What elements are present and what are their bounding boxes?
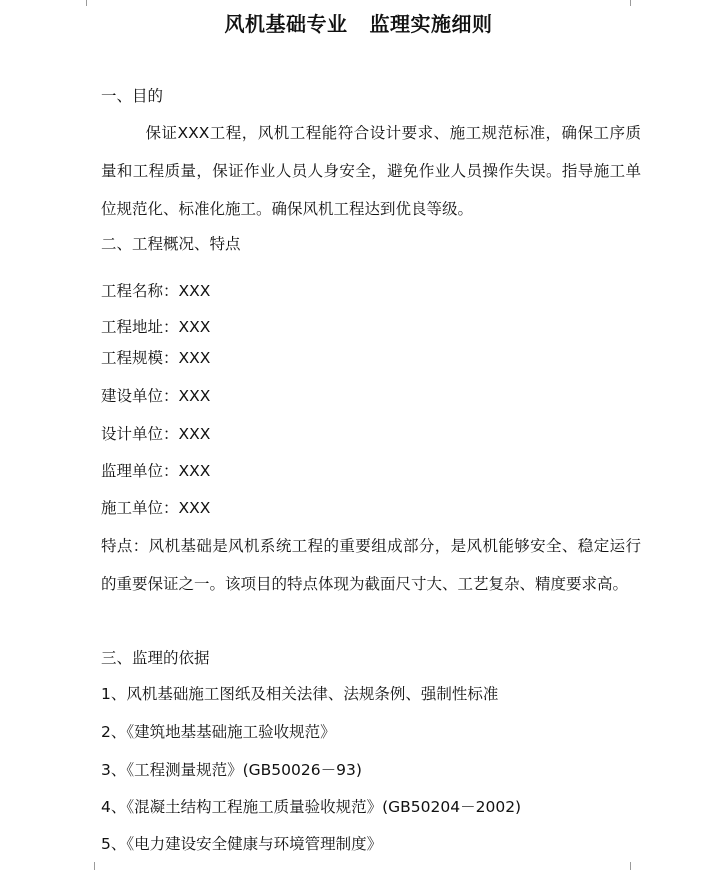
margin-mark-bottom-left: [80, 862, 95, 870]
features-paragraph: 特点：风机基础是风机系统工程的重要组成部分，是风机能够安全、稳定运行的重要保证之一。该项目的特点体现为截面尺寸大、工艺复杂、精度要求高。: [101, 537, 641, 593]
section-2-heading: 二、工程概况、特点: [101, 235, 241, 253]
basis-item-1: 1、风机基础施工图纸及相关法律、法规条例、强制性标准: [101, 685, 499, 703]
section-1-paragraph-text: 保证XXX工程，风机工程能符合设计要求、施工规范标准，确保工序质量和工程质量，保证作业人员人身安全，避免作业人员操作失误。指导施工单位规范化、标准化施工。确保风机工程达到优良等级。: [101, 124, 641, 218]
construction-unit: 施工单位：XXX: [101, 499, 211, 517]
section-1-paragraph: [101, 114, 641, 228]
project-address: 工程地址：XXX: [101, 318, 211, 336]
section-3-heading: 三、监理的依据: [101, 649, 210, 667]
project-name: 工程名称：XXX: [101, 282, 211, 300]
section-1-heading: 一、目的: [101, 87, 164, 105]
margin-mark-top-left: [72, 0, 87, 6]
title-part-2: 监理实施细则: [369, 12, 493, 36]
basis-item-3: 3、《工程测量规范》(GB50026－93): [101, 761, 362, 779]
design-unit: 设计单位：XXX: [101, 425, 211, 443]
owner-unit: 建设单位：XXX: [101, 387, 211, 405]
supervision-unit: 监理单位：XXX: [101, 462, 211, 480]
basis-item-5: 5、《电力建设安全健康与环境管理制度》: [101, 835, 383, 853]
basis-item-4: 4、《混凝土结构工程施工质量验收规范》(GB50204－2002): [101, 798, 522, 816]
margin-mark-bottom-right: [630, 862, 645, 870]
basis-item-2: 2、《建筑地基基础施工验收规范》: [101, 723, 336, 741]
title-part-1: 风机基础专业: [224, 12, 348, 36]
document-title: [0, 8, 717, 37]
project-scale: 工程规模：XXX: [101, 349, 211, 367]
margin-mark-top-right: [630, 0, 645, 6]
